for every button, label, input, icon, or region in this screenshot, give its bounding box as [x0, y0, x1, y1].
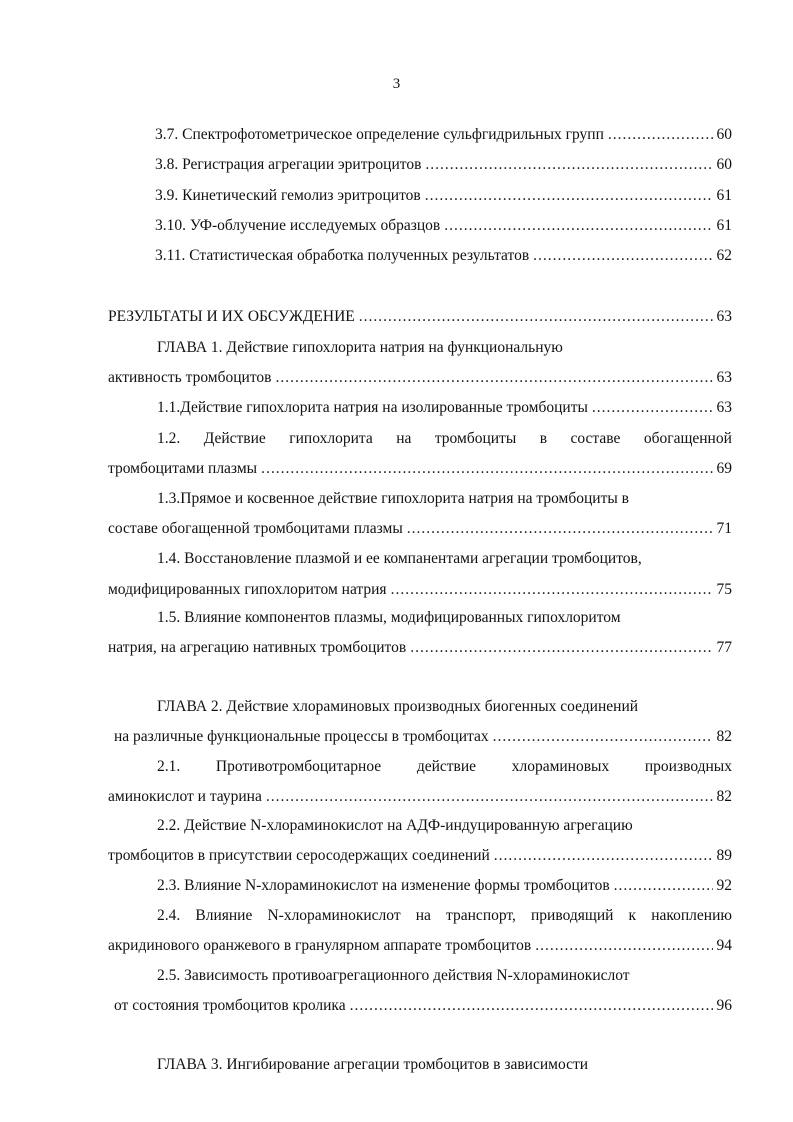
word: 2.1.	[157, 758, 181, 775]
word: Действие	[203, 430, 266, 447]
word: Влияние	[195, 907, 253, 924]
toc-entry-page: 96	[716, 997, 732, 1014]
toc-entry-2-5-line1: 2.5. Зависимость противоагрегационного действия N-хлораминокислот	[157, 967, 630, 984]
toc-entry-1-5-line1: 1.5. Влияние компонентов плазмы, модифицированных гипохлоритом	[157, 609, 621, 626]
page-number: 3	[392, 76, 401, 92]
toc-entry-2-3	[157, 876, 732, 896]
toc-entry-page: 94	[716, 937, 732, 954]
toc-entry-page: 60	[716, 126, 732, 143]
dot-leader	[493, 727, 713, 747]
word: хлораминовых	[511, 758, 610, 775]
chapter-1-title-line2	[108, 368, 732, 388]
toc-entry-title: РЕЗУЛЬТАТЫ И ИХ ОБСУЖДЕНИЕ	[108, 308, 355, 325]
toc-entry-title: на различные функциональные процессы в тромбоцитах	[114, 728, 489, 745]
toc-entry-page: 82	[716, 728, 732, 745]
toc-entry-2-1-line2	[108, 787, 732, 807]
word: в	[539, 430, 548, 447]
toc-entry-page: 69	[716, 460, 732, 477]
toc-entry-results	[108, 307, 732, 327]
toc-entry-title: от состояния тромбоцитов кролика	[114, 997, 346, 1014]
toc-entry-1-5-line2	[108, 638, 732, 658]
toc-entry-title: аминокислот и таурина	[108, 788, 262, 805]
chapter-2-title-line2	[114, 727, 732, 747]
toc-entry-title: тромбоцитов в присутствии серосодержащих соединений	[108, 847, 490, 864]
word: 2.4.	[157, 907, 181, 924]
toc-entry-title: модифицированных гипохлоритом натрия	[108, 581, 387, 598]
toc-entry-title: тромбоцитами плазмы	[108, 460, 258, 477]
word: к	[628, 907, 637, 924]
word: 1.2.	[157, 430, 181, 447]
toc-entry-page: 63	[716, 308, 732, 325]
toc-entry-page: 89	[716, 847, 732, 864]
dot-leader	[425, 155, 712, 175]
dot-leader	[614, 876, 713, 896]
toc-entry-1-3-line2	[108, 519, 732, 539]
toc-entry-page: 77	[716, 639, 732, 656]
toc-entry-2-1-line1	[157, 757, 732, 777]
word: производных	[644, 758, 732, 775]
dot-leader	[407, 519, 713, 539]
toc-entry-title: активность тромбоцитов	[108, 369, 272, 386]
toc-entry-3-10	[155, 216, 732, 236]
toc-entry-page: 71	[716, 520, 732, 537]
toc-entry-2-5-line2	[114, 996, 732, 1016]
toc-entry-title: 2.3. Влияние N-хлораминокислот на изменение формы тромбоцитов	[157, 877, 610, 894]
toc-entry-page: 61	[716, 217, 732, 234]
dot-leader	[266, 787, 713, 807]
toc-entry-3-7	[155, 125, 732, 145]
word: Противотромбоцитарное	[215, 758, 382, 775]
dot-leader	[410, 638, 712, 658]
toc-entry-2-4-line2	[108, 936, 732, 956]
word: действие	[416, 758, 477, 775]
dot-leader	[535, 936, 712, 956]
word: тромбоциты	[434, 430, 517, 447]
word: обогащенной	[643, 430, 732, 447]
word: транспорт,	[446, 907, 516, 924]
toc-entry-title: 1.1.Действие гипохлорита натрия на изолированные тромбоциты	[157, 399, 588, 416]
toc-entry-title: натрия, на агрегацию нативных тромбоцитов	[108, 639, 407, 656]
dot-leader	[444, 216, 712, 236]
toc-entry-title: 3.9. Кинетический гемолиз эритроцитов	[155, 187, 421, 204]
toc-entry-page: 75	[716, 581, 732, 598]
chapter-1-title-line1: ГЛАВА 1. Действие гипохлорита натрия на функциональную	[157, 339, 563, 356]
word: накоплению	[651, 907, 732, 924]
toc-entry-1-3-line1: 1.3.Прямое и косвенное действие гипохлорита натрия на тромбоциты в	[157, 490, 629, 507]
toc-entry-page: 63	[716, 399, 732, 416]
dot-leader	[608, 125, 713, 145]
dot-leader	[261, 459, 712, 479]
dot-leader	[275, 368, 712, 388]
dot-leader	[494, 846, 713, 866]
word: N-хлораминокислот	[267, 907, 401, 924]
toc-entry-title: составе обогащенной тромбоцитами плазмы	[108, 520, 403, 537]
toc-entry-page: 82	[716, 788, 732, 805]
toc-entry-title: 3.7. Спектрофотометрическое определение сульфгидрильных групп	[155, 126, 604, 143]
dot-leader	[425, 186, 713, 206]
word: на	[396, 430, 412, 447]
dot-leader	[592, 398, 713, 418]
toc-entry-2-2-line1: 2.2. Действие N-хлораминокислот на АДФ-индуцированную агрегацию	[157, 817, 633, 834]
toc-entry-2-4-line1	[157, 906, 732, 926]
word: приводящий	[531, 907, 614, 924]
dot-leader	[350, 996, 713, 1016]
toc-entry-1-4-line2	[108, 580, 732, 600]
toc-entry-3-9	[155, 186, 732, 206]
chapter-2-title-line1: ГЛАВА 2. Действие хлораминовых производных биогенных соединений	[157, 698, 639, 715]
toc-entry-title: акридинового оранжевого в гранулярном аппарате тромбоцитов	[108, 937, 532, 954]
toc-entry-page: 92	[716, 877, 732, 894]
toc-entry-page: 63	[716, 369, 732, 386]
toc-entry-title: 3.10. УФ-облучение исследуемых образцов	[155, 217, 441, 234]
toc-entry-2-2-line2	[108, 846, 732, 866]
toc-entry-title: 3.11. Статистическая обработка полученных результатов	[155, 247, 530, 264]
dot-leader	[533, 246, 712, 266]
toc-entry-page: 62	[716, 247, 732, 264]
word: составе	[570, 430, 621, 447]
toc-entry-page: 60	[716, 156, 732, 173]
chapter-3-title-line1: ГЛАВА 3. Ингибирование агрегации тромбоцитов в зависимости	[157, 1056, 589, 1073]
dot-leader	[359, 307, 713, 327]
toc-entry-1-2-line1	[157, 429, 732, 449]
toc-entry-1-4-line1: 1.4. Восстановление плазмой и ее компанентами агрегации тромбоцитов,	[157, 550, 642, 567]
toc-entry-3-11	[155, 246, 732, 266]
dot-leader	[391, 580, 713, 600]
word: на	[415, 907, 431, 924]
toc-entry-page: 61	[716, 187, 732, 204]
toc-entry-title: 3.8. Регистрация агрегации эритроцитов	[155, 156, 422, 173]
toc-entry-1-2-line2	[108, 459, 732, 479]
toc-entry-3-8	[155, 155, 732, 175]
word: гипохлорита	[289, 430, 373, 447]
toc-entry-1-1	[157, 398, 732, 418]
